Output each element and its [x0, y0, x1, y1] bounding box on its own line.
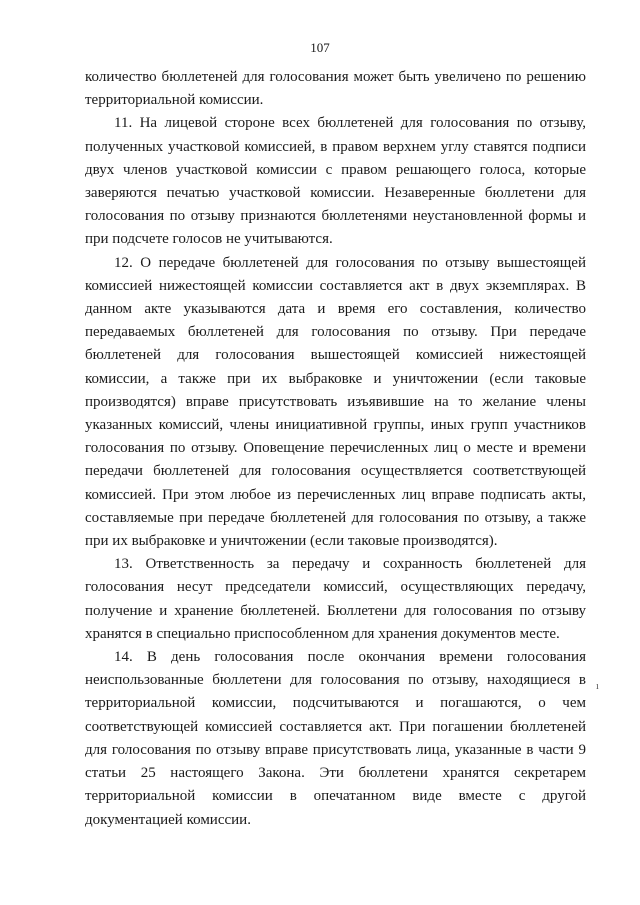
paragraph-11: 11. На лицевой стороне всех бюллетеней для голосования по отзыву, полученных участковой комиссией, в правом верхнем углу ставятся подписи двух членов участковой комиссии с правом решающего голоса, которые заверяются печатью участковой комиссии. Незаверенные бюллетени для голосования по отзыву признаются бюллетенями неустановленной формы и при подсчете голосов не учитываются. — [85, 115, 586, 248]
margin-mark: ı — [596, 681, 599, 692]
document-body — [85, 66, 586, 832]
paragraph-14: 14. В день голосования после окончания времени голосования неиспользованные бюллетени для голосования по отзыву, находящиеся в территориальной комиссии, подсчитываются и погашаются, о чем соответствующей комиссией составляется акт. При погашении бюллетеней для голосования по отзыву вправе присутствовать лица, указанные в части 9 статьи 25 настоящего Закона. Эти бюллетени хранятся секретарем территориальной комиссии в опечатанном виде вместе с другой документацией комиссии. — [85, 649, 586, 828]
paragraph-13: 13. Ответственность за передачу и сохранность бюллетеней для голосования несут председатели комиссий, осуществляющих передачу, получение и хранение бюллетеней. Бюллетени для голосования по отзыву хранятся в специально приспособленном для хранения документов месте. — [85, 556, 586, 642]
paragraph-12: 12. О передаче бюллетеней для голосования по отзыву вышестоящей комиссией нижестоящей комиссии составляется акт в двух экземплярах. В данном акте указываются дата и время его составления, количество передаваемых бюллетеней для голосования по отзыву. При передаче бюллетеней для голосования вышестоящей комиссией нижестоящей комиссии, а также при их выбраковке и уничтожении (если таковые производятся) вправе присутствовать изъявившие на то желание члены указанных комиссий, члены инициативной группы, иных групп участников голосования по отзыву. Оповещение перечисленных лиц о месте и времени передачи бюллетеней для голосования осуществляется соответствующей комиссией. При этом любое из перечисленных лиц вправе подписать акты, составляемые при передаче бюллетеней для голосования по отзыву, а также при их выбраковке и уничтожении (если таковые производятся). — [85, 254, 586, 550]
paragraph-continuation: количество бюллетеней для голосования может быть увеличено по решению территориальной комиссии. — [85, 69, 586, 109]
page-number: 107 — [310, 40, 330, 55]
